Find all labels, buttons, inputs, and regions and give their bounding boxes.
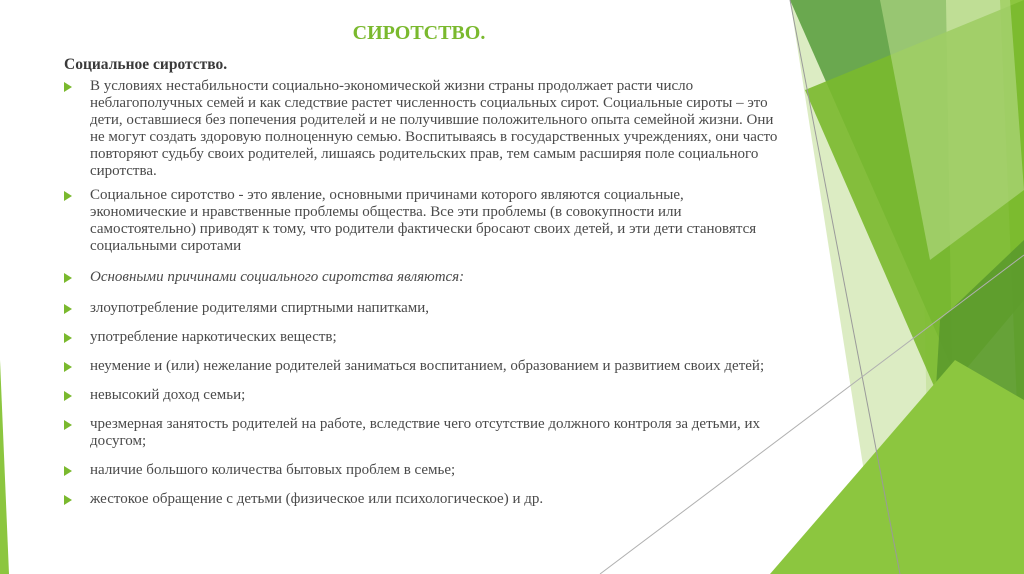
triangle-bullet-icon [64,391,72,401]
bullet-text: наличие большого количества бытовых проблем в семье; [90,462,456,478]
bullet-item [64,329,779,346]
triangle-bullet-icon [64,495,72,505]
bullet-text: Социальное сиротство - это явление, основными причинами которого являются социальные, экономические и нравственные проблемы общества. Все эти проблемы (в совокупности или самостоятельно) приводят к тому, что родители фактически бросают своих детей, и эти дети становятся социальными сиротами [90,187,757,254]
bullet-item [64,300,779,317]
triangle-bullet-icon [64,420,72,430]
bullet-item [64,462,779,479]
bullet-item [64,387,779,404]
slide-subtitle: Социальное сиротство. [64,56,228,73]
bullet-item [64,358,779,375]
bullet-list [64,78,779,515]
bullet-text: В условиях нестабильности социально-экономической жизни страны продолжает расти число неблагополучных семей и как следствие растет численность социальных сирот. Социальные сироты – это дети, оставшиеся без попечения родителей и не получившие положительного опыта семейной жизни. Они не могут создать здоровую полноценную семью. Воспитываясь в государственных учреждениях, они часто повторяют судьбу своих родителей, лишаясь родительских прав, тем самым расширяя поле социального сиротства. [90,78,778,179]
bullet-text: невысокий доход семьи; [90,387,246,403]
triangle-bullet-icon [64,333,72,343]
bullet-item [64,491,779,508]
bullet-text: злоупотребление родителями спиртными напитками, [90,300,430,316]
triangle-bullet-icon [64,273,72,283]
bullet-text: употребление наркотических веществ; [90,329,337,345]
bullet-text: чрезмерная занятость родителей на работе, вследствие чего отсутствие должного контроля за детьми, их досугом; [90,416,761,449]
left-green-strip [0,360,9,574]
triangle-bullet-icon [64,82,72,92]
bullet-text: жестокое обращение с детьми (физическое или психологическое) и др. [90,491,544,507]
triangle-bullet-icon [64,362,72,372]
bullet-item [64,416,779,450]
bullet-item [64,187,779,255]
slide-title: СИРОТСТВО. [352,22,486,44]
triangle-bullet-icon [64,191,72,201]
bullet-text: Основными причинами социального сиротства являются: [90,269,465,285]
bullet-item [64,78,779,180]
bullet-text: неумение и (или) нежелание родителей заниматься воспитанием, образованием и развитием своих детей; [90,358,765,374]
bullet-item [64,269,779,286]
triangle-bullet-icon [64,466,72,476]
triangle-bullet-icon [64,304,72,314]
